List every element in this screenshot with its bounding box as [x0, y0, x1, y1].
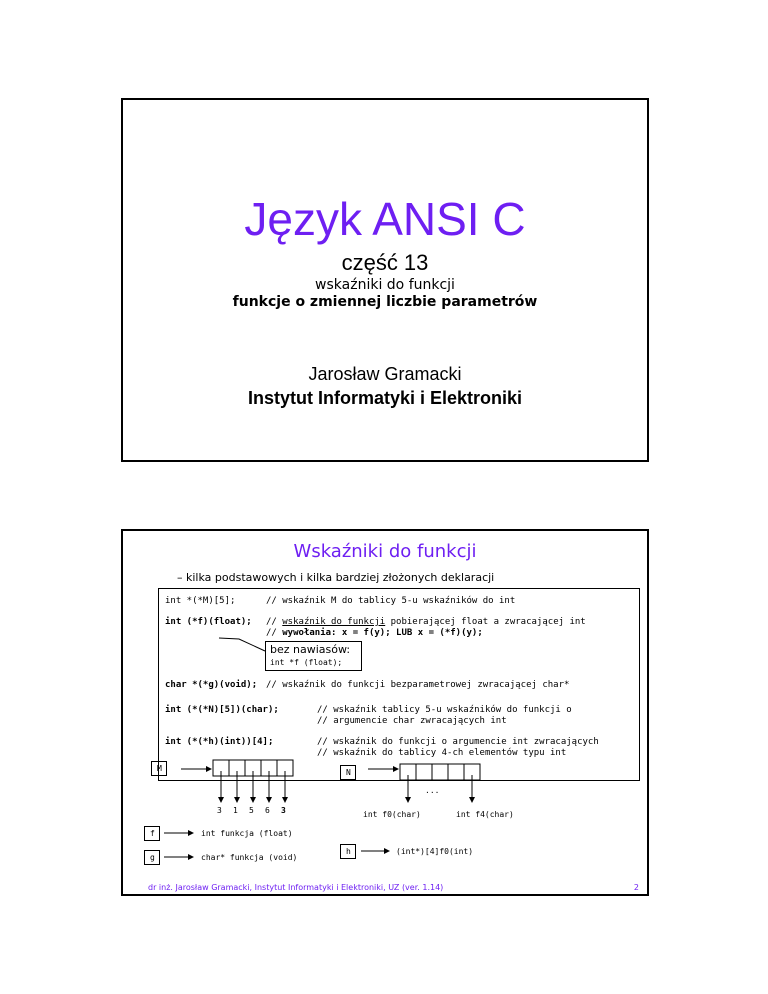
var-box-g: g: [144, 850, 160, 865]
m-value-4: 6: [265, 806, 270, 815]
subtitle-topic-1: wskaźniki do funkcji: [315, 277, 455, 293]
slide-heading: Wskaźniki do funkcji: [293, 541, 477, 562]
callout-code: int *f (float);: [270, 658, 343, 667]
code-comment-h-1: // wskaźnik do funkcji o argumencie int zwracających: [317, 737, 599, 747]
code-comment-h-2: // wskaźnik do tablicy 4-ch elementów typu int: [317, 748, 567, 758]
slide-function-pointers: [121, 529, 649, 896]
callout-label: bez nawiasów:: [270, 643, 351, 656]
n-target-f4: int f4(char): [456, 810, 514, 819]
h-target: (int*)[4]f0(int): [396, 847, 474, 856]
slide-title-heading: Język ANSI C: [244, 193, 526, 245]
m-value-3: 5: [249, 806, 254, 815]
code-comment-n-1: // wskaźnik tablicy 5-u wskaźników do funkcji o: [317, 705, 572, 715]
var-box-n: N: [340, 765, 356, 780]
m-value-2: 1: [233, 806, 238, 815]
m-value-5: 3: [281, 806, 286, 815]
subtitle-topic-2: funkcje o zmiennej liczbie parametrów: [232, 294, 538, 310]
code-decl-n: int (*(*N)[5])(char);: [165, 705, 279, 715]
slide-title: [121, 98, 649, 462]
code-comment-n-2: // argumencie char zwracających int: [317, 716, 507, 726]
f-target: int funkcja (float): [201, 829, 293, 838]
var-box-f: f: [144, 826, 160, 841]
slide-footer: dr inż. Jarosław Gramacki, Instytut Informatyki i Elektroniki, UZ (ver. 1.14): [148, 883, 444, 892]
var-box-h: h: [340, 844, 356, 859]
n-ellipsis: ...: [425, 786, 440, 795]
code-comment-f-call: // wywołania: x = f(y); LUB x = (*f)(y);: [266, 628, 483, 638]
code-comment-f: // wskaźnik do funkcji pobierającej float a zwracającej int: [266, 617, 586, 627]
part-number: część 13: [341, 250, 429, 275]
page-number: 2: [633, 883, 639, 892]
n-target-f0: int f0(char): [363, 810, 421, 819]
m-value-1: 3: [217, 806, 222, 815]
code-decl-f: int (*f)(float);: [165, 617, 252, 627]
author-name: Jarosław Gramacki: [308, 364, 462, 384]
g-target: char* funkcja (void): [201, 853, 298, 862]
code-decl-h: int (*(*h)(int))[4];: [165, 737, 274, 747]
var-box-m: M: [151, 761, 167, 776]
code-comment-g: // wskaźnik do funkcji bezparametrowej zwracającej char*: [266, 680, 570, 690]
code-decl-g: char *(*g)(void);: [165, 680, 258, 690]
bullet-text: – kilka podstawowych i kilka bardziej złożonych deklaracji: [177, 571, 495, 584]
code-decl-m: int *(*M)[5];: [165, 596, 236, 606]
author-institute: Instytut Informatyki i Elektroniki: [247, 388, 523, 408]
code-comment-m: // wskaźnik M do tablicy 5-u wskaźników do int: [266, 596, 516, 606]
